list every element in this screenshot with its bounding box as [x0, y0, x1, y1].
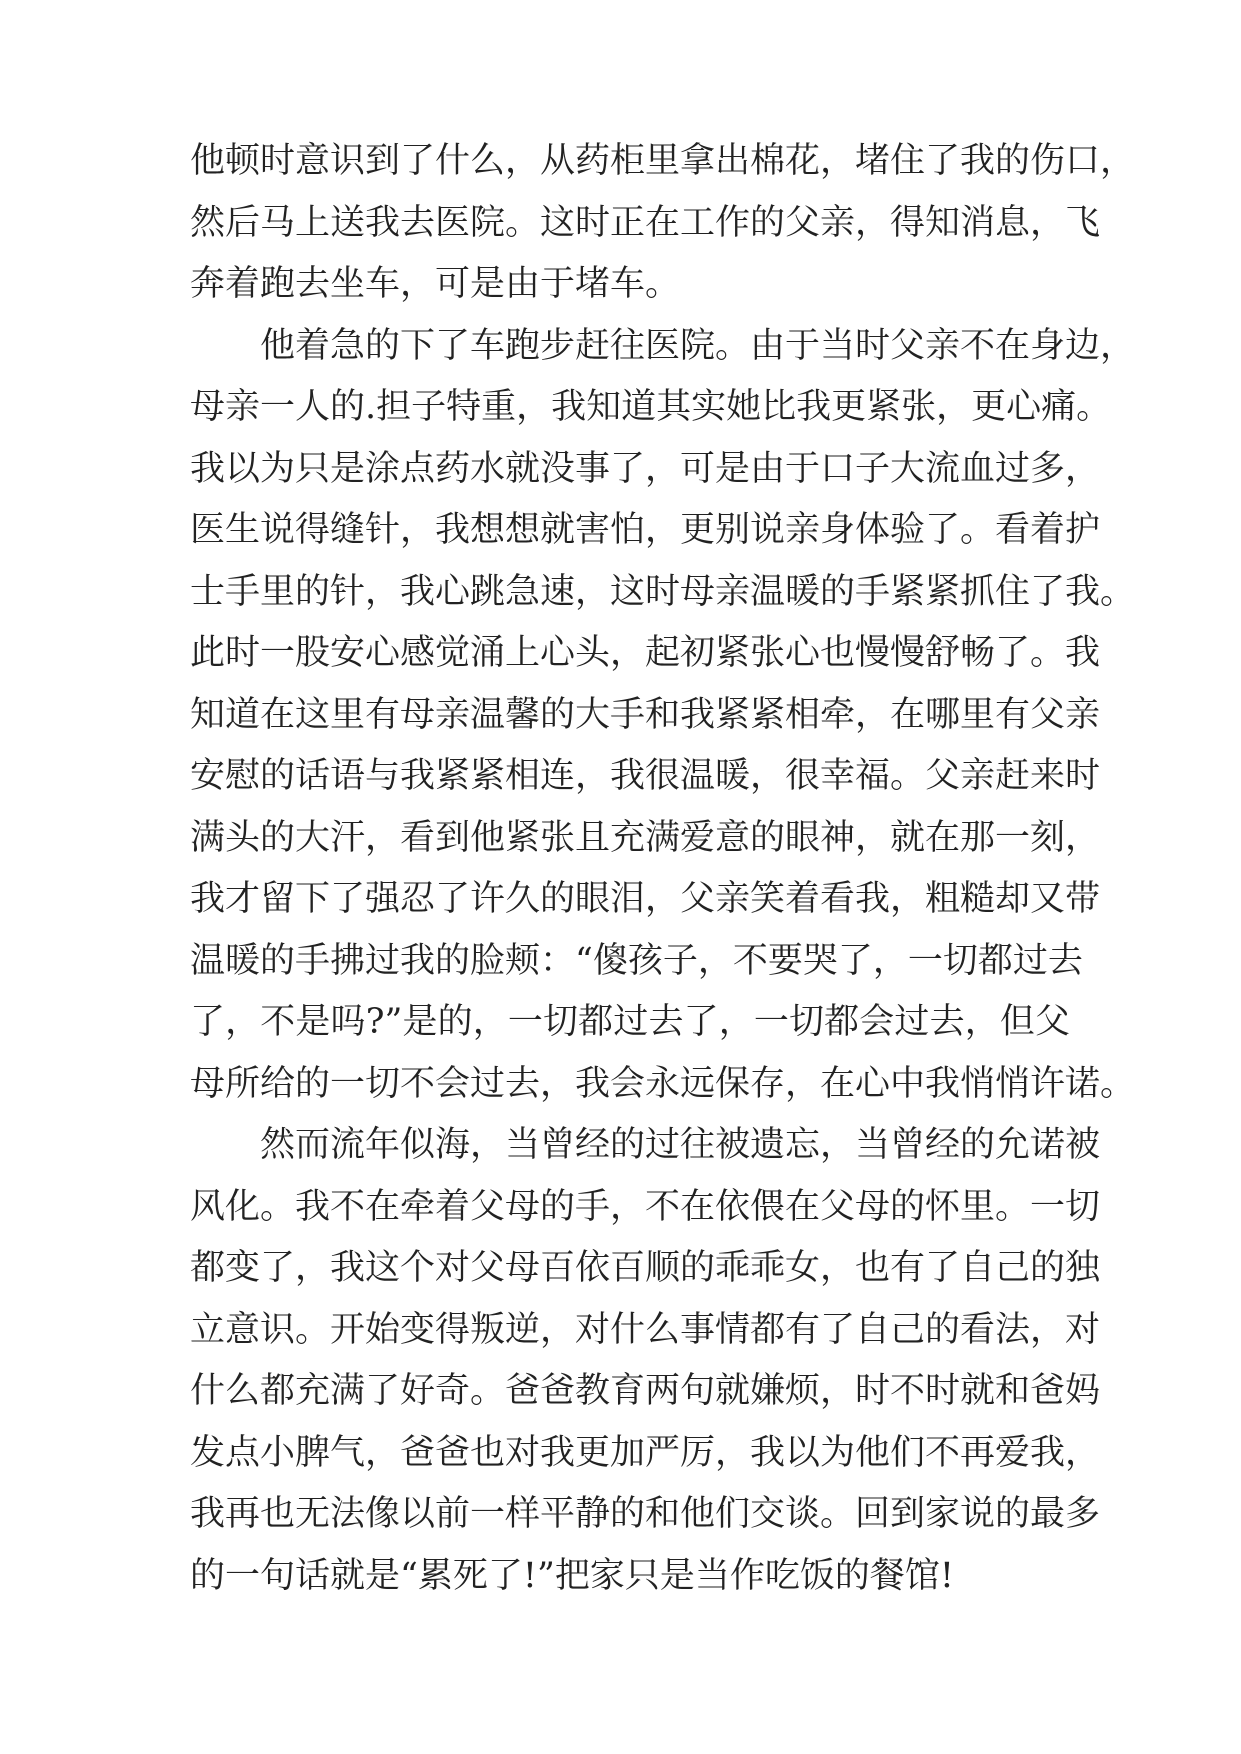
text-line: 了，不是吗?”是的，一切都过去了，一切都会过去，但父 — [190, 1002, 1070, 1042]
text-line: 母亲一人的.担子特重，我知道其实她比我更紧张，更心痛。 — [190, 387, 1112, 427]
text-line: 医生说得缝针，我想想就害怕，更别说亲身体验了。看着护 — [190, 510, 1101, 550]
text-line: 满头的大汗，看到他紧张且充满爱意的眼神，就在那一刻， — [190, 817, 1101, 858]
text-line: 此时一股安心感觉涌上心头，起初紧张心也慢慢舒畅了。我 — [190, 633, 1101, 673]
paragraph-first-line: 然而流年似海，当曾经的过往被遗忘，当曾经的允诺被 — [260, 1125, 1101, 1165]
text-line: 安慰的话语与我紧紧相连，我很温暖，很幸福。父亲赶来时 — [190, 756, 1101, 796]
text-line: 风化。我不在牵着父母的手，不在依偎在父母的怀里。一切 — [190, 1186, 1101, 1227]
document-body — [190, 131, 1136, 1607]
text-line: 他顿时意识到了什么，从药柜里拿出棉花，堵住了我的伤口， — [190, 141, 1136, 181]
text-line: 我以为只是涂点药水就没事了，可是由于口子大流血过多， — [190, 448, 1101, 489]
text-line: 的一句话就是“累死了!”把家只是当作吃饭的餐馆! — [190, 1555, 954, 1596]
text-line: 温暖的手拂过我的脸颊：“傻孩子，不要哭了，一切都过去 — [190, 940, 1083, 981]
text-line: 什么都充满了好奇。爸爸教育两句就嫌烦，时不时就和爸妈 — [190, 1371, 1101, 1411]
text-line: 都变了，我这个对父母百依百顺的乖乖女，也有了自己的独 — [190, 1248, 1101, 1288]
text-line: 奔着跑去坐车，可是由于堵车。 — [190, 264, 681, 304]
text-line: 然后马上送我去医院。这时正在工作的父亲，得知消息，飞 — [190, 202, 1101, 243]
text-line: 立意识。开始变得叛逆，对什么事情都有了自己的看法，对 — [190, 1309, 1101, 1350]
text-line: 我再也无法像以前一样平静的和他们交谈。回到家说的最多 — [190, 1494, 1101, 1534]
text-line: 知道在这里有母亲温馨的大手和我紧紧相牵，在哪里有父亲 — [190, 694, 1101, 735]
text-line: 士手里的针，我心跳急速，这时母亲温暖的手紧紧抓住了我。 — [190, 571, 1136, 612]
text-line: 母所给的一切不会过去，我会永远保存，在心中我悄悄许诺。 — [190, 1063, 1136, 1104]
paragraph-first-line: 他着急的下了车跑步赶往医院。由于当时父亲不在身边， — [260, 325, 1136, 366]
text-line: 我才留下了强忍了许久的眼泪，父亲笑着看我，粗糙却又带 — [190, 879, 1101, 919]
text-line: 发点小脾气，爸爸也对我更加严厉，我以为他们不再爱我， — [190, 1432, 1101, 1473]
